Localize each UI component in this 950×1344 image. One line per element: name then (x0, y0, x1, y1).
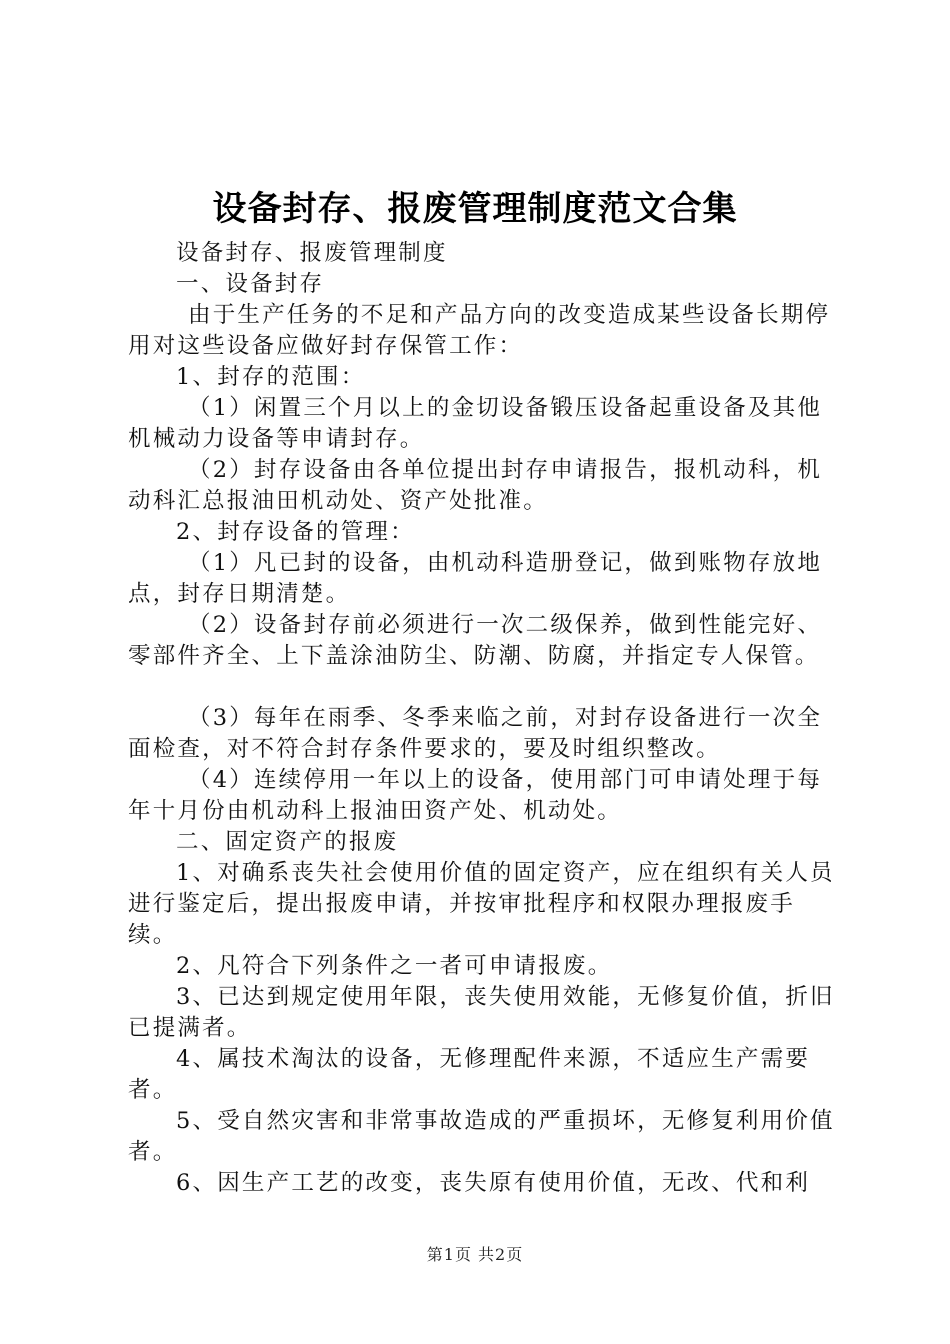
blank-line (128, 672, 838, 703)
document-body (128, 238, 838, 1199)
list-item: （3）每年在雨季、冬季来临之前，对封存设备进行一次全面检查，对不符合封存条件要求的，要及时组织整改。 (128, 705, 823, 762)
section-heading-1: 一、设备封存 (176, 271, 325, 297)
paragraph: 3、已达到规定使用年限，丧失使用效能，无修复价值，折旧已提满者。 (128, 984, 835, 1041)
paragraph: 由于生产任务的不足和产品方向的改变造成某些设备长期停用对这些设备应做好封存保管工作： (128, 302, 831, 359)
list-item: （1）凡已封的设备，由机动科造册登记，做到账物存放地点，封存日期清楚。 (128, 550, 823, 607)
page-footer: 第1页 共2页 (426, 1245, 524, 1264)
paragraph-subtitle: 设备封存、报废管理制度 (176, 240, 448, 266)
paragraph: 4、属技术淘汰的设备，无修理配件来源，不适应生产需要者。 (128, 1046, 811, 1103)
list-item: （4）连续停用一年以上的设备，使用部门可申请处理于每年十月份由机动科上报油田资产处、机动处。 (128, 767, 823, 824)
section-heading-2: 二、固定资产的报废 (176, 829, 399, 855)
list-item: （2）设备封存前必须进行一次二级保养，做到性能完好、零部件齐全、上下盖涂油防尘、防潮、防腐，并指定专人保管。 (128, 612, 823, 669)
paragraph: 5、受自然灾害和非常事故造成的严重损坏，无修复利用价值者。 (128, 1108, 835, 1165)
paragraph: 6、因生产工艺的改变，丧失原有使用价值，无改、代和利 (176, 1170, 811, 1196)
subsection-heading: 1、封存的范围： (176, 364, 366, 390)
paragraph: 1、对确系丧失社会使用价值的固定资产，应在组织有关人员进行鉴定后，提出报废申请，并按审批程序和权限办理报废手续。 (128, 860, 835, 948)
paragraph: 2、凡符合下列条件之一者可申请报废。 (176, 953, 613, 979)
page-title: 设备封存、报废管理制度范文合集 (212, 189, 738, 229)
list-item: （1）闲置三个月以上的金切设备锻压设备起重设备及其他机械动力设备等申请封存。 (128, 395, 823, 452)
subsection-heading: 2、封存设备的管理： (176, 519, 415, 545)
list-item: （2）封存设备由各单位提出封存申请报告，报机动科，机动科汇总报油田机动处、资产处批准。 (128, 457, 823, 514)
